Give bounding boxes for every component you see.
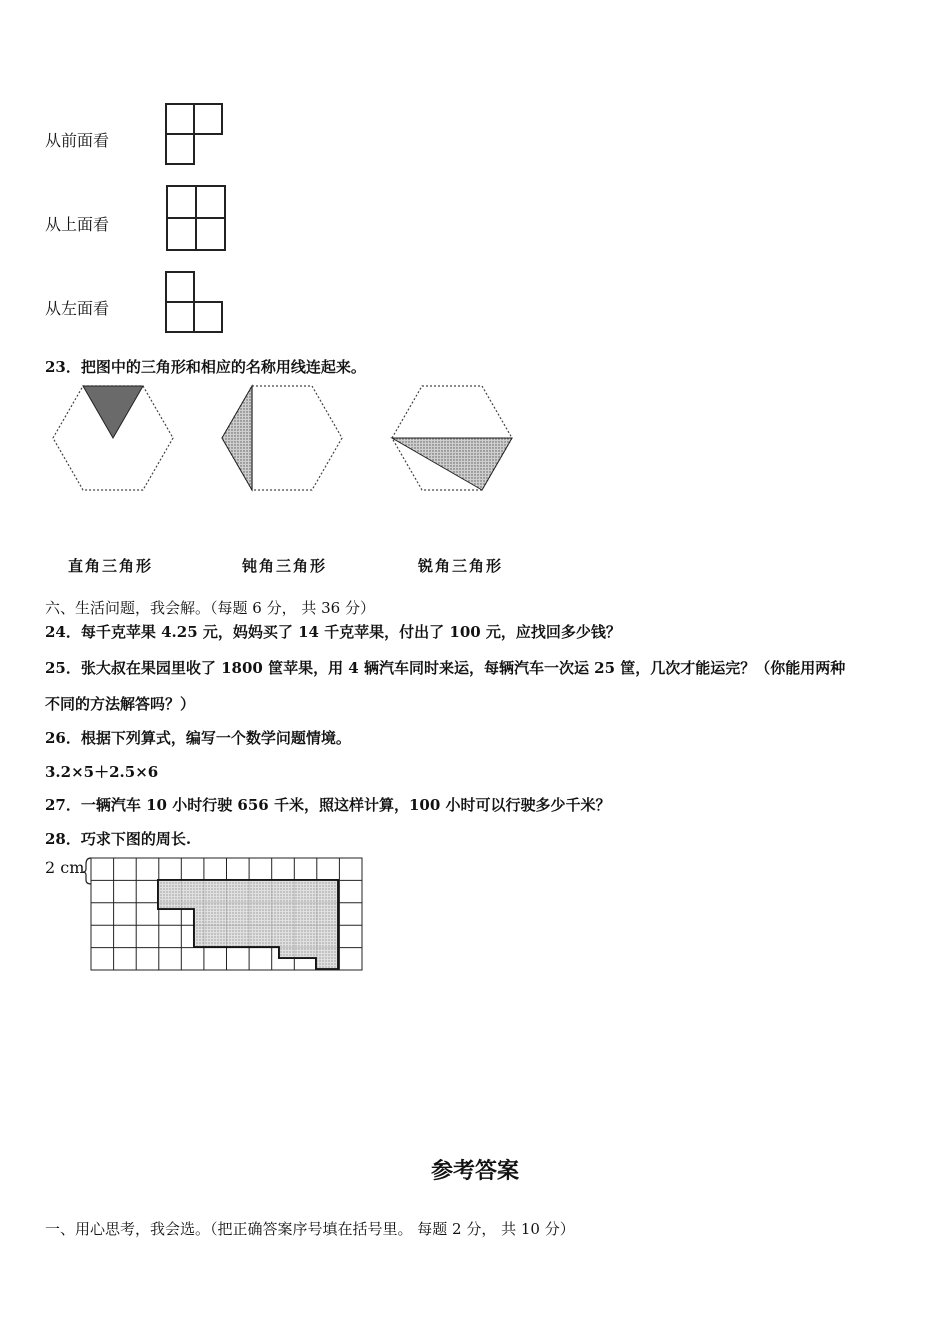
hexagon-figures xyxy=(45,378,525,503)
front-view-figure xyxy=(160,100,230,170)
hexagon-acute-triangle xyxy=(392,386,512,490)
label-right-triangle: 直角三角形 xyxy=(68,557,154,575)
hexagon-right-triangle xyxy=(53,386,173,490)
label-acute-triangle: 锐角三角形 xyxy=(418,557,504,575)
answers-title: 参考答案 xyxy=(430,1158,519,1184)
question-23: 23．把图中的三角形和相应的名称用线连起来。 xyxy=(45,358,366,376)
question-28: 28．巧求下图的周长. xyxy=(45,830,192,848)
question-24: 24．每千克苹果 4.25 元，妈妈买了 14 千克苹果，付出了 100 元，应找回多少钱？ xyxy=(45,623,621,641)
scale-label: 2 cm xyxy=(45,858,85,877)
question-25-line2: 不同的方法解答吗？） xyxy=(45,695,196,713)
label-obtuse-triangle: 钝角三角形 xyxy=(242,557,328,575)
answers-section-1: 一、用心思考，我会选。（把正确答案序号填在括号里。 每题 2 分， 共 10 分） xyxy=(45,1220,575,1238)
left-view-label: 从左面看 xyxy=(45,299,110,318)
top-view-figure xyxy=(160,183,232,255)
top-view-label: 从上面看 xyxy=(45,215,110,234)
question-27: 27．一辆汽车 10 小时行驶 656 千米，照这样计算，100 小时可以行驶多少千米？ xyxy=(45,796,611,814)
perimeter-grid-figure xyxy=(82,855,372,975)
left-view-figure xyxy=(160,268,232,338)
question-25-line1: 25．张大叔在果园里收了 1800 筐苹果，用 4 辆汽车同时来运，每辆汽车一次运 25 筐，几次才能运完？（你能用两种 xyxy=(45,659,846,677)
hexagon-obtuse-triangle xyxy=(222,386,342,490)
scale-brace xyxy=(83,858,91,884)
section-6-heading: 六、生活问题，我会解。（每题 6 分， 共 36 分） xyxy=(45,599,375,617)
front-view-label: 从前面看 xyxy=(45,131,110,150)
question-26: 26．根据下列算式，编写一个数学问题情境。 xyxy=(45,729,351,747)
question-26-expression: 3.2×5＋2.5×6 xyxy=(45,763,159,781)
